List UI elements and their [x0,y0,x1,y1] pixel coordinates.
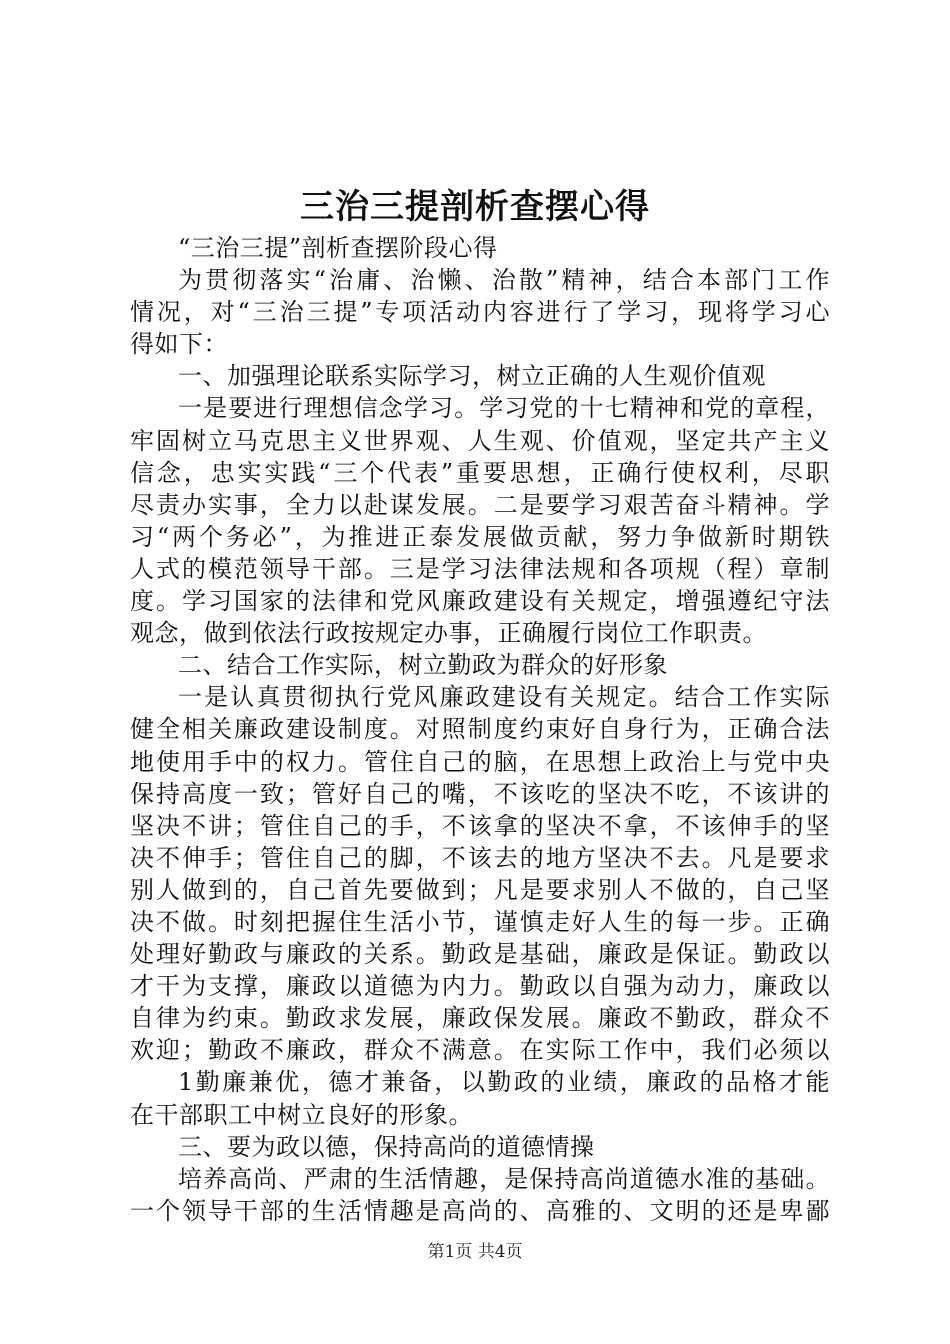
body-line: 为贯彻落实“治庸、治懒、治散”精神，结合本部门工作 [178,266,830,295]
body-line: 信念，忠实实践“三个代表”重要思想，正确行使权利，尽职 [130,458,830,487]
body-line: 二、结合工作实际，树立勤政为群众的好形象 [178,651,668,680]
page-footer: 第1页 共4页 [427,1242,523,1262]
body-line: 保持高度一致；管好自己的嘴，不该吃的坚决不吃，不该讲的 [130,779,830,808]
body-line: “三治三提”剖析查摆阶段心得 [178,234,498,262]
body-line: 地使用手中的权力。管住自己的脑，在思想上政治上与党中央 [130,747,830,776]
body-line: 健全相关廉政建设制度。对照制度约束好自身行为，正确合法 [130,715,830,744]
body-line: 决不做。时刻把握住生活小节，谨慎走好人生的每一步。正确 [130,907,830,936]
document-body [130,232,830,1227]
body-line: 牢固树立马克思主义世界观、人生观、价值观，坚定共产主义 [130,426,830,455]
body-line: 欢迎；勤政不廉政，群众不满意。在实际工作中，我们必须以 [130,1036,830,1065]
body-line: 1勤廉兼优，德才兼备，以勤政的业绩，廉政的品格才能 [178,1068,830,1097]
body-line: 人式的模范领导干部。三是学习法律法规和各项规（程）章制 [130,554,830,583]
body-line: 三、要为政以德，保持高尚的道德情操 [178,1132,595,1161]
body-line: 培养高尚、严肃的生活情趣，是保持高尚道德水准的基础。 [178,1164,830,1193]
body-line: 情况，对“三治三提”专项活动内容进行了学习，现将学习心 [130,298,830,327]
body-line: 一、加强理论联系实际学习，树立正确的人生观价值观 [178,362,766,391]
body-line: 在干部职工中树立良好的形象。 [130,1100,473,1129]
document-title: 三治三提剖析查摆心得 [300,187,650,227]
body-line: 决不伸手；管住自己的脚，不该去的地方坚决不去。凡是要求 [130,843,830,872]
body-line: 才干为支撑，廉政以道德为内力。勤政以自强为动力，廉政以 [130,972,830,1001]
body-line: 自律为约束。勤政求发展，廉政保发展。廉政不勤政，群众不 [130,1004,830,1033]
body-line: 度。学习国家的法律和党风廉政建设有关规定，增强遵纪守法 [130,587,830,616]
body-line: 处理好勤政与廉政的关系。勤政是基础，廉政是保证。勤政以 [130,940,830,969]
body-line: 观念，做到依法行政按规定办事，正确履行岗位工作职责。 [130,619,767,648]
body-line: 尽责办实事，全力以赴谋发展。二是要学习艰苦奋斗精神。学 [130,490,830,519]
body-line: 一个领导干部的生活情趣是高尚的、高雅的、文明的还是卑鄙 [130,1196,830,1225]
body-line: 习“两个务必”，为推进正泰发展做贡献，努力争做新时期铁 [130,522,830,551]
body-line: 别人做到的，自己首先要做到；凡是要求别人不做的，自己坚 [130,875,830,904]
body-line: 一是认真贯彻执行党风廉政建设有关规定。结合工作实际 [178,683,830,712]
body-line: 坚决不讲；管住自己的手，不该拿的坚决不拿，不该伸手的坚 [130,811,830,840]
body-line: 得如下： [130,330,228,359]
body-line: 一是要进行理想信念学习。学习党的十七精神和党的章程， [178,394,830,423]
